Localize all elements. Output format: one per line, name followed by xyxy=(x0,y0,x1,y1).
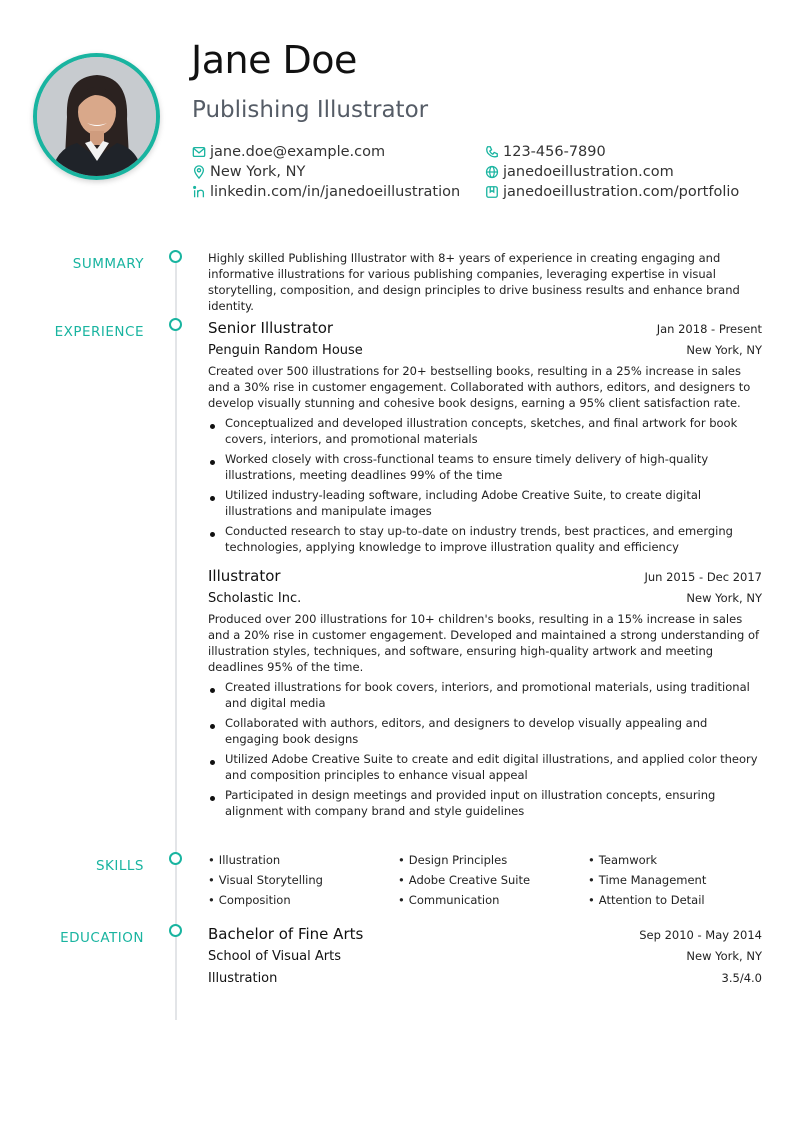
school: School of Visual Arts xyxy=(208,949,342,964)
education-section xyxy=(208,924,762,988)
summary-marker xyxy=(169,250,182,263)
job-bullets xyxy=(208,415,762,555)
contact-portfolio[interactable] xyxy=(485,182,739,202)
portfolio-icon xyxy=(485,185,499,199)
skill-item: • Composition xyxy=(208,892,398,908)
contact-email[interactable] xyxy=(192,142,385,162)
list-item: Worked closely with cross-functional teams to ensure timely delivery of high-quality illustrations, meeting deadlines 99% of the time xyxy=(208,451,762,483)
education-location: New York, NY xyxy=(686,949,762,963)
gpa: 3.5/4.0 xyxy=(721,971,762,985)
phone-text: 123-456-7890 xyxy=(503,144,606,160)
degree: Bachelor of Fine Arts xyxy=(208,925,364,943)
globe-icon xyxy=(485,165,499,179)
summary-section xyxy=(208,250,762,314)
skill-item: • Teamwork xyxy=(588,852,762,868)
job-dates: Jun 2015 - Dec 2017 xyxy=(644,570,762,584)
skill-item: • Time Management xyxy=(588,872,762,888)
job-title: Illustrator xyxy=(208,567,281,585)
list-item: Participated in design meetings and provided input on illustration concepts, ensuring alignment with company brand and style guidelines xyxy=(208,787,762,819)
experience-marker xyxy=(169,318,182,331)
contact-linkedin[interactable] xyxy=(192,182,460,202)
map-pin-icon xyxy=(192,165,206,179)
experience-section xyxy=(208,318,762,823)
job-entry xyxy=(208,566,762,819)
job-description: Produced over 200 illustrations for 10+ children's books, resulting in a 15% increase in sales and a 20% rise in customer engagement. Developed and maintained a strong understanding of illustration styles, techniques, and software, ensuring high-quality artwork and meeting deadlines 95% of the time. xyxy=(208,612,760,674)
location-text: New York, NY xyxy=(210,164,306,180)
experience-heading: EXPERIENCE xyxy=(54,324,144,340)
contact-website[interactable] xyxy=(485,162,674,182)
list-item: Conducted research to stay up-to-date on industry trends, best practices, and emerging technologies, applying knowledge to improve illustration quality and efficiency xyxy=(208,523,762,555)
job-location: New York, NY xyxy=(686,343,762,357)
timeline-line xyxy=(175,262,177,1020)
job-description: Created over 500 illustrations for 20+ bestselling books, resulting in a 25% increase in sales and a 30% rise in customer engagement. Collaborated with authors, editors, and designers to develop visually stunning and cohesive book designs, earning a 95% client satisfaction rate. xyxy=(208,364,751,410)
skill-item: • Illustration xyxy=(208,852,398,868)
list-item: Conceptualized and developed illustration concepts, sketches, and final artwork for book covers, interiors, and promotional materials xyxy=(208,415,762,447)
job-dates: Jan 2018 - Present xyxy=(656,322,762,336)
job-company: Scholastic Inc. xyxy=(208,591,302,606)
contact-list xyxy=(192,142,752,204)
education-heading: EDUCATION xyxy=(60,930,144,946)
linkedin-icon xyxy=(192,185,206,199)
contact-location xyxy=(192,162,305,182)
portfolio-text: janedoeillustration.com/portfolio xyxy=(503,184,740,200)
skills-section xyxy=(208,852,762,908)
skill-item: • Communication xyxy=(398,892,588,908)
job-company: Penguin Random House xyxy=(208,343,363,358)
job-bullets xyxy=(208,679,762,819)
list-item: Utilized industry-leading software, including Adobe Creative Suite, to create digital illustrations and manipulate images xyxy=(208,487,762,519)
job-title: Senior Illustrator xyxy=(208,319,334,337)
skills-marker xyxy=(169,852,182,865)
skill-item: • Adobe Creative Suite xyxy=(398,872,588,888)
summary-heading: SUMMARY xyxy=(72,256,144,272)
summary-text: Highly skilled Publishing Illustrator with 8+ years of experience in creating engaging and informative illustrations for various publishing companies, leveraging expertise in visual storytelling, composition, and design principles to drive business results and enhance brand identity. xyxy=(208,251,740,313)
skill-item: • Attention to Detail xyxy=(588,892,762,908)
profile-photo xyxy=(33,53,160,180)
job-location: New York, NY xyxy=(686,591,762,605)
list-item: Utilized Adobe Creative Suite to create and edit digital illustrations, and applied color theory and composition principles to enhance visual appeal xyxy=(208,751,762,783)
list-item: Collaborated with authors, editors, and designers to develop visually appealing and engaging book designs xyxy=(208,715,762,747)
candidate-title: Publishing Illustrator xyxy=(192,97,429,123)
list-item: Created illustrations for book covers, interiors, and promotional materials, using traditional and digital media xyxy=(208,679,762,711)
email-text: jane.doe@example.com xyxy=(210,144,386,160)
job-entry xyxy=(208,318,762,555)
skill-item: • Design Principles xyxy=(398,852,588,868)
mail-icon xyxy=(192,145,206,159)
candidate-name: Jane Doe xyxy=(191,38,357,82)
skill-item: • Visual Storytelling xyxy=(208,872,398,888)
education-marker xyxy=(169,924,182,937)
linkedin-text: linkedin.com/in/janedoeillustration xyxy=(210,184,461,200)
avatar-portrait xyxy=(37,57,156,176)
phone-icon xyxy=(485,145,499,159)
education-dates: Sep 2010 - May 2014 xyxy=(639,928,762,942)
field-of-study: Illustration xyxy=(208,971,278,986)
website-text: janedoeillustration.com xyxy=(503,164,674,180)
contact-phone[interactable] xyxy=(485,142,606,162)
skills-grid xyxy=(208,852,762,908)
skills-heading: SKILLS xyxy=(95,858,144,874)
